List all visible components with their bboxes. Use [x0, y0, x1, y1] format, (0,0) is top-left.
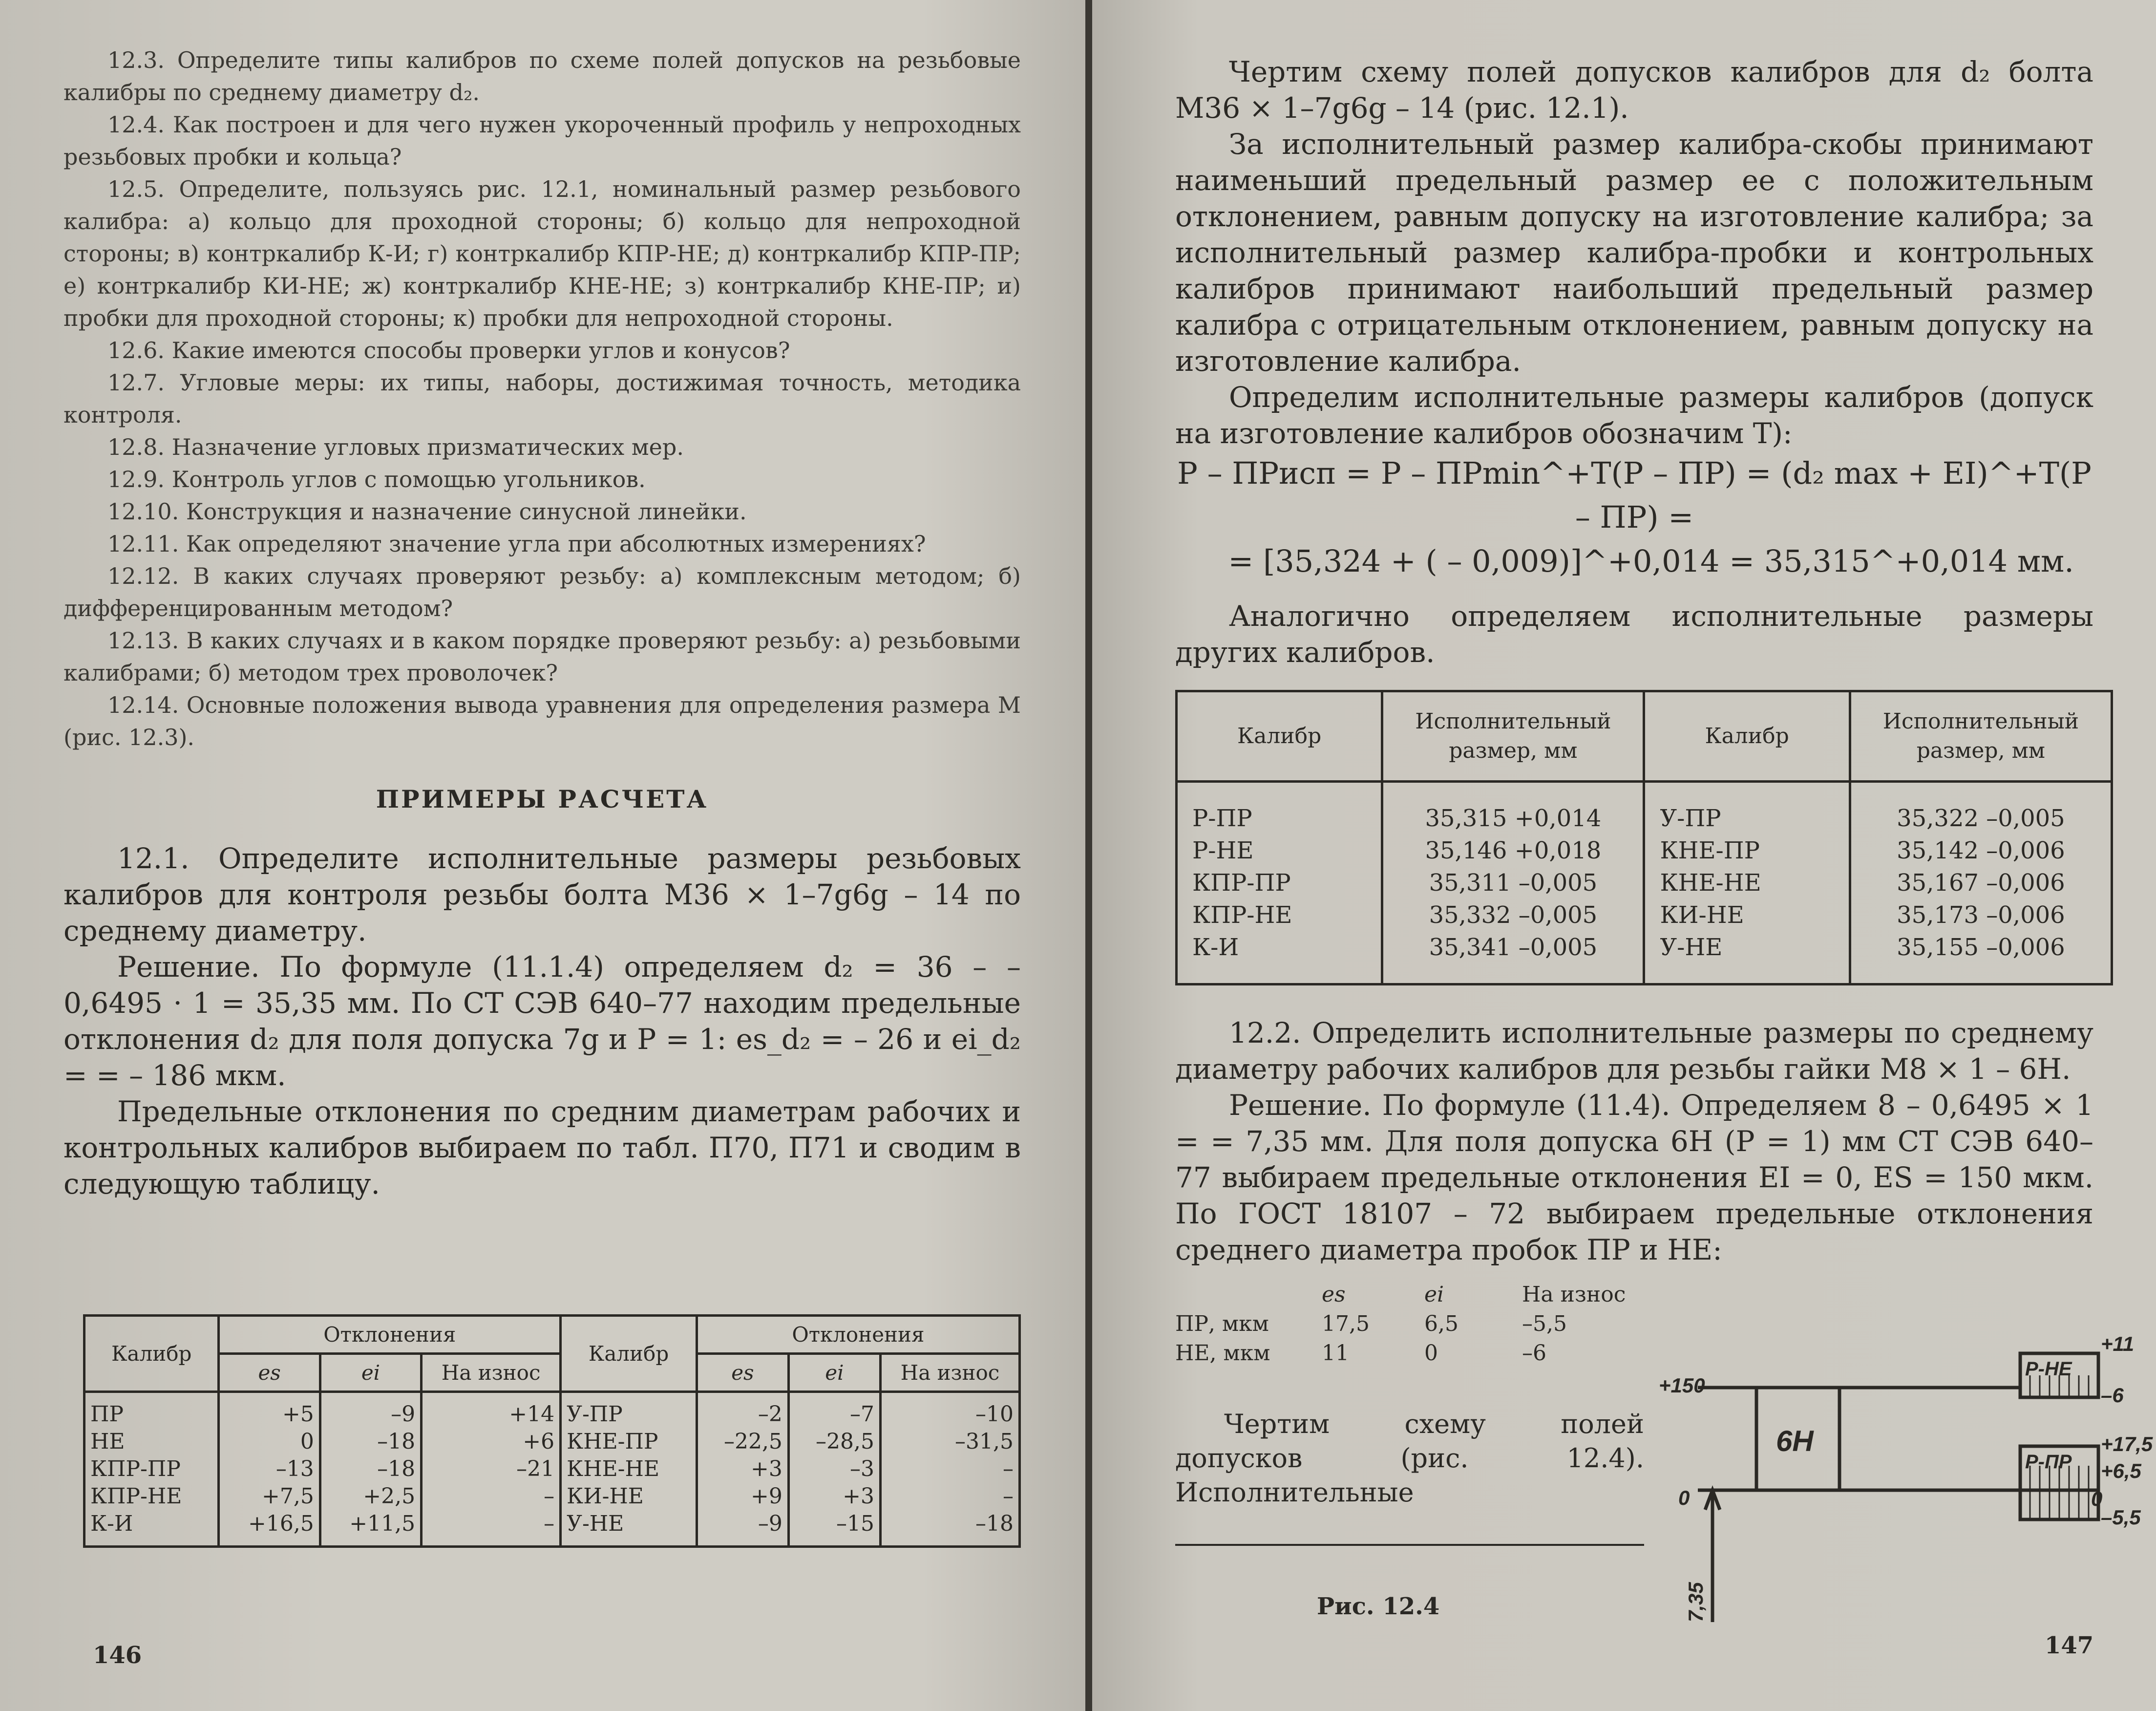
question-12-8: 12.8. Назначение угловых призматических мер. — [107, 434, 684, 460]
th-ei: ei — [320, 1354, 421, 1392]
cell-ei-right: –7 –28,5 –3 +3 –15 — [788, 1392, 880, 1547]
cell-names-left: ПР НЕ КПР-ПР КПР-НЕ К-И — [85, 1392, 219, 1547]
th-kalibr-right: Калибр — [561, 1316, 697, 1392]
cell-es-left: +5 0 –13 +7,5 +16,5 — [219, 1392, 320, 1547]
question-12-9: 12.9. Контроль углов с помощью угольников. — [107, 466, 646, 492]
th-otkl-left: Отклонения — [219, 1316, 561, 1354]
right-text-column — [1175, 54, 2093, 1268]
limits-paragraph: Предельные отклонения по средним диаметрам рабочих и контрольных калибров выбираем по табл. П70, П71 и сводим в следующую таблицу. — [63, 1095, 1021, 1200]
right-page — [1092, 0, 2156, 1711]
page-number-left: 146 — [93, 1642, 142, 1669]
label-minus5-5: –5,5 — [2101, 1506, 2141, 1529]
th-iznos: На износ — [422, 1354, 561, 1392]
th-es: es — [697, 1354, 788, 1392]
table-row — [1177, 782, 2112, 984]
cell-names-right: У-ПР КНЕ-ПР КНЕ-НЕ КИ-НЕ У-НЕ — [1644, 782, 1850, 984]
figure-caption: Рис. 12.4 — [1317, 1593, 1440, 1620]
question-12-11: 12.11. Как определяют значение угла при абсолютных измерениях? — [107, 531, 926, 557]
cell-ei: 0 — [1424, 1341, 1438, 1366]
th-iznos: На износ — [1522, 1282, 1626, 1307]
para-figure-ref: Чертим схему полей допусков (рис. 12.4). Исполнительные — [1175, 1409, 1644, 1508]
cell-iznos-left: +14 +6 –21 – – — [422, 1392, 561, 1547]
th-iznos: На износ — [880, 1354, 1019, 1392]
label-plus150: +150 — [1659, 1374, 1705, 1397]
label-minus6: –6 — [2101, 1384, 2124, 1407]
formula-line-2: = [35,324 + ( – 0,009)]^+0,014 = 35,315^+0,014 мм. — [1228, 543, 2074, 579]
section-heading: ПРИМЕРЫ РАСЧЕТА — [376, 785, 709, 813]
cell-values-left: 35,315 +0,014 35,146 +0,018 35,311 –0,005 35,332 –0,005 35,341 –0,005 — [1382, 782, 1644, 984]
cell-es-right: –2 –22,5 +3 +9 –9 — [697, 1392, 788, 1547]
label-zero-left: 0 — [1678, 1486, 1690, 1509]
question-12-13: 12.13. В каких случаях и в каком порядке проверяют резьбу: а) резьбовыми калибрами; б) методом трех проволочек? — [63, 627, 1021, 686]
cell-values-right: 35,322 –0,005 35,142 –0,006 35,167 –0,006 35,173 –0,006 35,155 –0,006 — [1850, 782, 2112, 984]
label-plus17-5: +17,5 — [2101, 1433, 2153, 1455]
solution-12-1: Решение. По формуле (11.1.4) определяем d₂ = 36 – – 0,6495 · 1 = 35,35 мм. По СТ СЭВ 640–77 находим предельные отклонения d₂ для поля допуска 7g и P = 1: es_d₂ = – 26 и ei_d₂ = = – 186 мкм. — [63, 950, 1021, 1092]
example-12-1: 12.1. Определите исполнительные размеры резьбовых калибров для контроля резьбы болта M36 × 1–7g6g – 14 по среднему диаметру. — [63, 842, 1021, 947]
executive-sizes-table — [1175, 690, 2113, 985]
th-kalibr-left: Калибр — [85, 1316, 219, 1392]
label-rpr: Р-ПР — [2025, 1451, 2072, 1473]
th-kalibr: Калибр — [1644, 691, 1850, 782]
para-analog: Аналогично определяем исполнительные размеры других калибров. — [1175, 599, 2093, 669]
cell-iznos-right: –10 –31,5 – – –18 — [880, 1392, 1019, 1547]
para-executive-size: За исполнительный размер калибра-скобы принимают наименьший предельный размер ее с положительным отклонением, равным допуску на изготовление калибра; за исполнительный размер калибра-пробки и контрольных калибров принимают наибольший предельный размер калибра с отрицательным отклонением, равным допуску на изготовление калибра. — [1175, 128, 2093, 378]
row-label: НЕ, мкм — [1175, 1341, 1270, 1366]
cell-names-right: У-ПР КНЕ-ПР КНЕ-НЕ КИ-НЕ У-НЕ — [561, 1392, 697, 1547]
question-12-7: 12.7. Угловые меры: их типы, наборы, достижимая точность, методика контроля. — [63, 369, 1021, 428]
th-otkl-right: Отклонения — [697, 1316, 1019, 1354]
question-12-4: 12.4. Как построен и для чего нужен укороченный профиль у непроходных резьбовых пробки и кольца? — [63, 111, 1021, 170]
th-kalibr: Калибр — [1177, 691, 1382, 782]
question-12-5: 12.5. Определите, пользуясь рис. 12.1, номинальный размер резьбового калибра: а) кольцо для проходной стороны; б) кольцо для непроходной стороны; в) контркалибр К-И; г) контркалибр КПР-НЕ; д) контркалибр КПР-ПР; е) контркалибр КИ-НЕ; ж) контркалибр КНЕ-НЕ; з) контркалибр КНЕ-ПР; и) пробки для проходной стороны; к) пробки для непроходной стороны. — [63, 176, 1021, 331]
label-plus11: +11 — [2101, 1332, 2135, 1355]
label-rne: Р-НЕ — [2025, 1358, 2072, 1380]
para-scheme: Чертим схему полей допусков калибров для d₂ болта M36 × 1–7g6g – 14 (рис. 12.1). — [1175, 55, 2093, 125]
question-12-6: 12.6. Какие имеются способы проверки углов и конусов? — [107, 337, 790, 364]
label-6h: 6H — [1776, 1425, 1814, 1457]
cell-ei: 6,5 — [1424, 1311, 1458, 1336]
cell-names-left: Р-ПР Р-НЕ КПР-ПР КПР-НЕ К-И — [1177, 782, 1382, 984]
table-row — [1175, 1309, 1664, 1339]
solution-12-2: Решение. По формуле (11.4). Определяем 8 – 0,6495 × 1 = = 7,35 мм. Для поля допуска 6H (P = 1) мм СТ СЭВ 640–77 выбираем предельные отклонения EI = 0, ES = 150 мкм. По ГОСТ 18107 – 72 выбираем предельные отклонения среднего диаметра пробок ПР и НЕ: — [1175, 1089, 2093, 1266]
table-row — [85, 1392, 1020, 1547]
left-text-column — [63, 44, 1021, 1202]
page-number-right: 147 — [2045, 1632, 2094, 1659]
book-gutter — [1085, 0, 1092, 1711]
formula-line-1: Р – ПРисп = Р – ПРmin^+T(Р – ПР) = (d₂ max + EI)^+T(Р – ПР) = — [1177, 455, 2092, 535]
th-ei: ei — [1424, 1282, 1444, 1307]
tolerance-diagram — [1659, 1329, 2153, 1632]
label-zero-right: 0 — [2091, 1487, 2103, 1510]
label-plus6-5: +6,5 — [2101, 1459, 2141, 1482]
deviations-table — [83, 1314, 1021, 1548]
cell-iznos: –6 — [1522, 1341, 1546, 1366]
th-es: es — [219, 1354, 320, 1392]
th-es: es — [1322, 1282, 1346, 1307]
cell-es: 17,5 — [1322, 1311, 1370, 1336]
table-row — [1175, 1339, 1664, 1368]
cell-es: 11 — [1322, 1341, 1349, 1366]
question-12-14: 12.14. Основные положения вывода уравнения для определения размера M (рис. 12.3). — [63, 692, 1021, 750]
row-label: ПР, мкм — [1175, 1311, 1269, 1336]
cell-ei-left: –9 –18 –18 +2,5 +11,5 — [320, 1392, 421, 1547]
small-deviation-table — [1175, 1280, 1664, 1368]
cell-iznos: –5,5 — [1522, 1311, 1567, 1336]
label-7-35: 7,35 — [1684, 1582, 1707, 1622]
th-size: Исполнительный размер, мм — [1382, 691, 1644, 782]
question-12-12: 12.12. В каких случаях проверяют резьбу: а) комплексным методом; б) дифференцированным методом? — [63, 563, 1021, 621]
footnote-rule — [1175, 1544, 1644, 1546]
question-12-3: 12.3. Определите типы калибров по схеме полей допусков на резьбовые калибры по среднему диаметру d₂. — [63, 47, 1021, 106]
th-size: Исполнительный размер, мм — [1850, 691, 2112, 782]
para-define: Определим исполнительные размеры калибров (допуск на изготовление калибров обозначим T): — [1175, 381, 2093, 450]
example-12-2: 12.2. Определить исполнительные размеры по среднему диаметру рабочих калибров для резьбы гайки M8 × 1 – 6H. — [1175, 1016, 2093, 1086]
th-ei: ei — [788, 1354, 880, 1392]
question-12-10: 12.10. Конструкция и назначение синусной линейки. — [107, 498, 747, 525]
